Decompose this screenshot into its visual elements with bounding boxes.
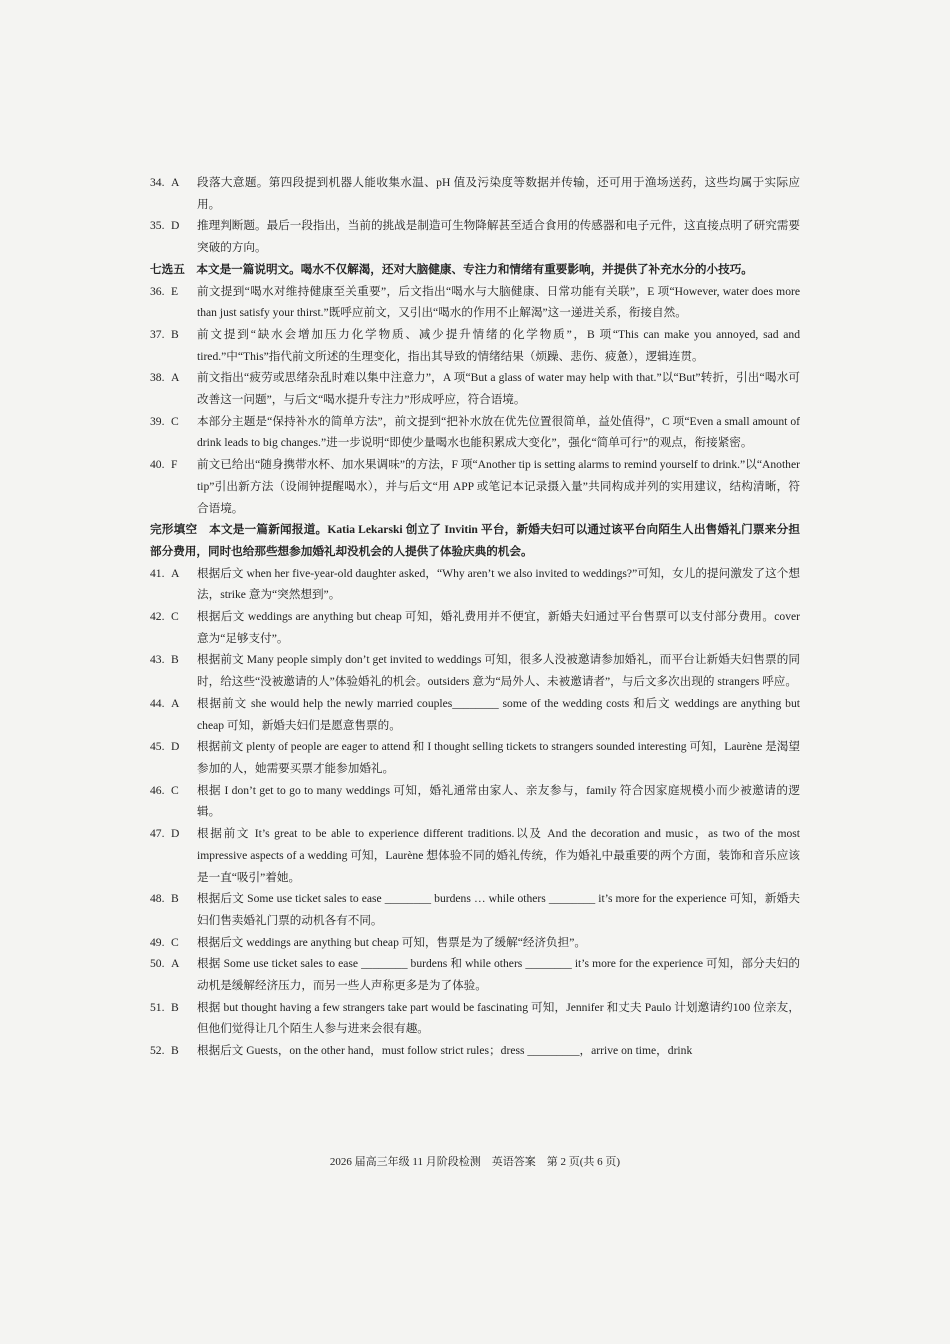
answer-item [150,693,800,736]
seven-choose-five-answers [150,281,800,520]
answer-item [150,649,800,692]
question-number: 41. [150,566,165,580]
question-number: 37. [150,327,165,341]
answer-explanation: 根据前文 plenty of people are eager to attend 和 I thought selling tickets to strangers sounded interesting 可知，Laurène 是渴望参加的人，她需要买票才能参加婚礼。 [197,740,800,775]
answer-item [150,324,800,367]
question-number: 42. [150,610,165,624]
answer-explanation: 根据前文 Many people simply don’t get invited to weddings 可知，很多人没被邀请参加婚礼，而平台让新婚夫妇售票的同时，给这些“没被邀请的人”体验婚礼的机会。outsiders 意为“局外人、未被邀请者”，与后文多次出现的 strangers 呼应。 [197,653,800,689]
answer-item [150,780,800,823]
answer-key: E [171,284,179,298]
page-footer: 2026 届高三年级 11 月阶段检测 英语答案 第 2 页(共 6 页) [329,1156,621,1168]
answer-item [150,888,800,931]
answer-item [150,281,800,324]
answer-key: C [171,414,179,428]
question-number: 44. [150,696,165,710]
answer-key: D [171,827,180,841]
answer-key: C [171,935,179,949]
question-number: 46. [150,783,165,797]
answer-item [150,172,800,215]
answer-explanation: 根据后文 when her five-year-old daughter asked，“Why aren’t we also invited to weddings?”可知，女儿的提问激发了这个想法，strike 意为“突然想到”。 [197,566,800,602]
section-heading-cloze: 完形填空 本文是一篇新闻报道。Katia Lekarski 创立了 Invitin 平台，新婚夫妇可以通过该平台向陌生人出售婚礼门票来分担部分费用，同时也给那些想参加婚礼却没机会的人提供了体验庆典的机会。 [150,523,800,558]
answer-content [150,172,800,1062]
question-number: 48. [150,892,165,906]
answer-explanation: 根据 I don’t get to go to many weddings 可知，婚礼通常由家人、亲友参与，family 符合因家庭规模小而少被邀请的逻辑。 [197,783,800,819]
question-number: 34. [150,176,165,189]
answer-explanation: 前文指出“疲劳或思绪杂乱时难以集中注意力”，A 项“But a glass of water may help with that.”以“But”转折，引出“喝水可改善这一问题”，与后文“喝水提升专注力”形成呼应，符合语境。 [197,371,800,407]
answer-key: B [171,653,179,667]
answer-explanation: 根据后文 weddings are anything but cheap 可知，售票是为了缓解“经济负担”。 [197,935,586,949]
answer-key: C [171,783,179,797]
reading-answers [150,172,800,259]
answer-key: B [171,1000,179,1014]
question-number: 40. [150,458,165,472]
answer-key: B [171,1044,179,1058]
answer-item [150,454,800,519]
answer-explanation: 段落大意题。第四段提到机器人能收集水温、pH 值及污染度等数据并传输，还可用于渔场送药，这些均属于实际应用。 [197,176,800,211]
answer-explanation: 前文提到“缺水会增加压力化学物质、减少提升情绪的化学物质”，B 项“This can make you annoyed, sad and tired.”中“This”指代前文所述的生理变化，指出其导致的情绪结果（烦躁、悲伤、疲惫），逻辑连贯。 [197,327,800,363]
answer-item [150,736,800,779]
answer-explanation: 推理判断题。最后一段指出，当前的挑战是制造可生物降解甚至适合食用的传感器和电子元件，这直接点明了研究需要突破的方向。 [197,219,800,255]
answer-explanation: 根据前文 It’s great to be able to experience different traditions.以及 And the decoration and music，as two of the most impressive aspects of a wedding 可知，Laurène 想体验不同的婚礼传统，作为婚礼中最重要的两个方面，装饰和音乐应该是一直“吸引”着她。 [197,827,800,884]
answer-item [150,215,800,258]
answer-key: B [171,327,179,341]
question-number: 51. [150,1000,165,1014]
answer-explanation: 前文提到“喝水对维持健康至关重要”，后文指出“喝水与大脑健康、日常功能有关联”，E 项“However, water does more than just satisfy your thirst.”既呼应前文，又引出“喝水的作用不止解渴”这一递进关系，衔接自然。 [197,284,800,320]
answer-item [150,997,800,1040]
answer-key: A [171,696,180,710]
answer-explanation: 本部分主题是“保持补水的简单方法”，前文提到“把补水放在优先位置很简单，益处值得”，C 项“Even a small amount of drink leads to big changes.”进一步说明“即使少量喝水也能积累成大变化”，强化“简单可行”的观点，衔接紧密。 [197,414,800,450]
answer-item [150,823,800,888]
answer-key: F [171,458,178,472]
answer-item [150,606,800,649]
answer-item [150,563,800,606]
section-heading-seven-choose-five: 七选五 本文是一篇说明文。喝水不仅解渴，还对大脑健康、专注力和情绪有重要影响，并提供了补充水分的小技巧。 [150,262,753,276]
answer-key: D [171,740,180,754]
question-number: 52. [150,1044,165,1058]
question-number: 39. [150,414,165,428]
question-number: 43. [150,653,165,667]
answer-key: D [171,219,180,233]
answer-key: A [171,371,180,385]
answer-item [150,953,800,996]
answer-key: A [171,957,180,971]
answer-explanation: 根据前文 she would help the newly married couples________ some of the wedding costs 和后文 weddings are anything but cheap 可知，新婚夫妇们是愿意售票的。 [197,696,800,732]
question-number: 45. [150,740,165,754]
answer-explanation: 根据后文 Some use ticket sales to ease ________ burdens … while others ________ it’s more for the experience 可知，新婚夫妇们售卖婚礼门票的动机各有不同。 [197,892,800,927]
answer-item [150,1040,800,1062]
answer-explanation: 根据 Some use ticket sales to ease ________ burdens 和 while others ________ it’s more for the experience 可知，部分夫妇的动机是缓解经济压力，而另一些人声称更多是为了体验。 [197,957,800,993]
answer-explanation: 根据后文 weddings are anything but cheap 可知，婚礼费用并不便宜，新婚夫妇通过平台售票可以支付部分费用。cover 意为“足够支付”。 [197,610,800,645]
answer-item [150,411,800,454]
answer-key: C [171,610,179,624]
answer-explanation: 根据 but thought having a few strangers take part would be fascinating 可知，Jennifer 和丈夫 Paulo 计划邀请约100 位亲友，但他们觉得让几个陌生人参与进来会很有趣。 [197,1000,800,1036]
question-number: 49. [150,935,165,949]
question-number: 38. [150,371,165,385]
answer-item [150,932,800,954]
answer-explanation: 根据后文 Guests，on the other hand，must follow strict rules；dress _________，arrive on time，drink [197,1044,693,1058]
answer-key: A [171,176,180,189]
answer-key: A [171,566,180,580]
answer-item [150,367,800,410]
question-number: 47. [150,827,165,841]
question-number: 35. [150,219,165,233]
question-number: 36. [150,284,165,298]
question-number: 50. [150,957,165,971]
answer-key: B [171,892,179,906]
answer-explanation: 前文已给出“随身携带水杯、加水果调味”的方法，F 项“Another tip is setting alarms to remind yourself to drink.”以“Another tip”引出新方法（设闹钟提醒喝水），并与后文“用 APP 或笔记本记录摄入量”共同构成并列的实用建议，结构清晰，符合语境。 [197,458,800,515]
cloze-answers [150,563,800,1062]
